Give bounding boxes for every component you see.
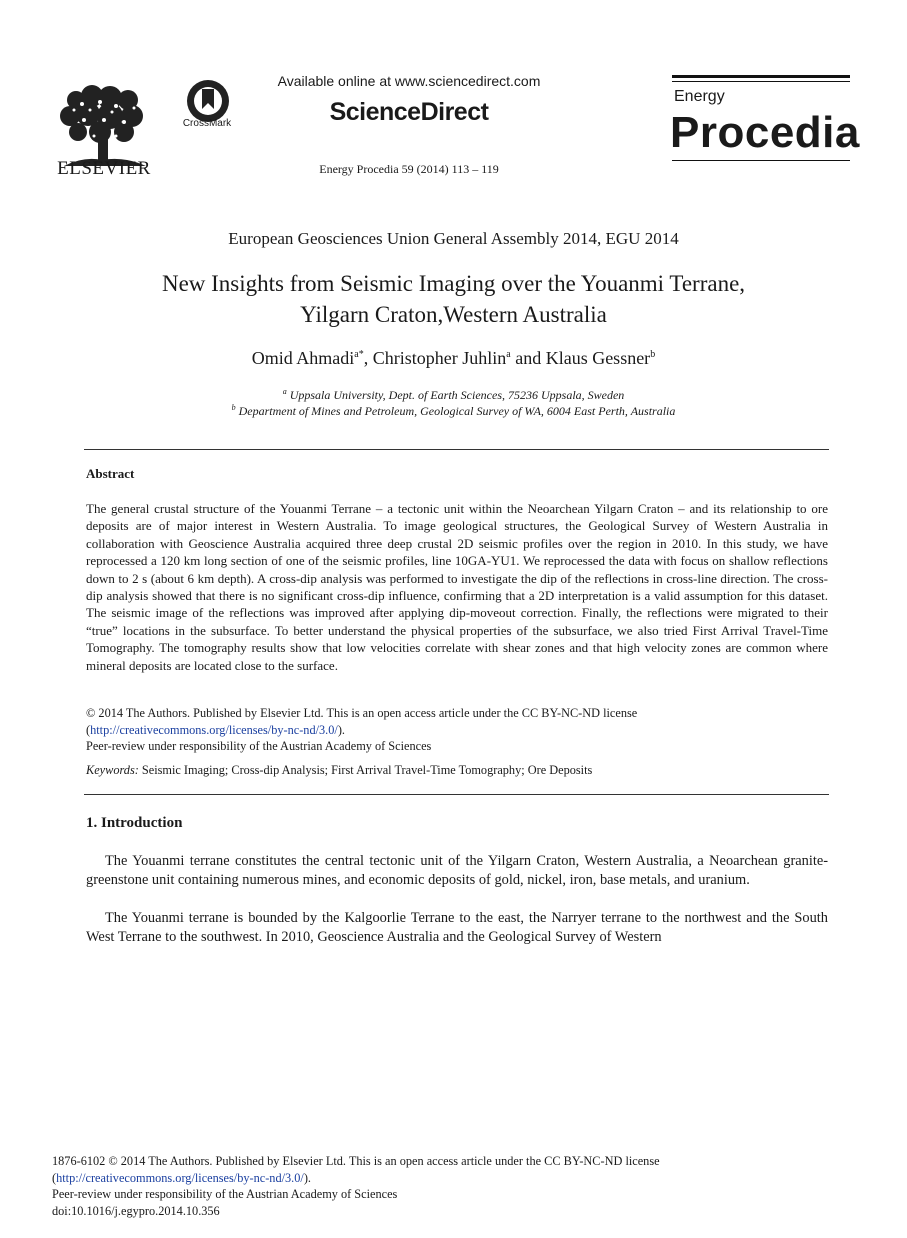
author-name: Klaus Gessner [545, 348, 651, 368]
keywords-label: Keywords: [86, 763, 139, 777]
copyright-line: © 2014 The Authors. Published by Elsevier Ltd. This is an open access article under the CC BY-NC-ND license [86, 706, 638, 720]
available-online-text: Available online at www.sciencedirect.com [277, 73, 541, 89]
body-paragraph: The Youanmi terrane constitutes the central tectonic unit of the Yilgarn Craton, Western Australia, a Neoarchean granite-greenstone unit containing numerous mines, and economic deposits of gold, nickel, iron, base metals, and uranium. [86, 853, 828, 889]
title-line-1: New Insights from Seismic Imaging over the Youanmi Terrane, [161, 271, 746, 296]
author-affiliation-mark: a [506, 349, 511, 360]
journal-name-small: Energy [674, 88, 725, 105]
abstract-body: The general crustal structure of the Youanmi Terrane – a tectonic unit within the Neoarchean Yilgarn Craton – and its relationship to ore deposits are of major interest in Western Australia. To image geological structures, the Geological Survey of Western Australia in collaboration with Geoscience Australia acquired three deep crustal 2D seismic profiles over the region in 2010. In this study, we have reprocessed a 120 km long section of one of the seismic profiles, line 10GA-YU1. We reprocessed the data with focus on shallow reflections down to 2 s (about 6 km depth). A cross-dip analysis was performed to investigate the dip of the reflections in cross-line direction. The cross-dip analysis showed that there is no significant cross-dip influence, confirming that a 2D interpretation is a valid assumption for this dataset. The seismic image of the reflections was improved after applying dip-moveout correction. Finally, the reflections were migrated to their “true” locations in the subsurface. To better understand the physical properties of the subsurface, we also tried First Arrival Travel-Time Tomography. The tomography results show that low velocities correlate with shear zones and that high velocity zones are common where mineral deposits are located close to the surface. [86, 501, 828, 673]
journal-citation: Energy Procedia 59 (2014) 113 – 119 [319, 162, 499, 176]
footer-license-link[interactable]: http://creativecommons.org/licenses/by-nc-nd/3.0/ [56, 1170, 304, 1185]
license-line: (http://creativecommons.org/licenses/by-nc-nd/3.0/). [86, 722, 345, 737]
keywords-text: Seismic Imaging; Cross-dip Analysis; First Arrival Travel-Time Tomography; Ore Deposits [141, 763, 593, 777]
copyright-notice [86, 705, 828, 755]
footer-license-tail: ). [303, 1170, 311, 1185]
author-affiliation-mark: b [650, 349, 656, 360]
affiliation-text: Department of Mines and Petroleum, Geological Survey of WA, 6004 East Perth, Australia [238, 404, 676, 418]
doi-line: doi:10.1016/j.egypro.2014.10.356 [52, 1203, 220, 1218]
journal-rule-bottom [672, 160, 850, 161]
abstract-heading: Abstract [86, 466, 135, 481]
section-divider [84, 794, 829, 795]
license-tail: ). [337, 722, 345, 737]
peer-review-line: Peer-review under responsibility of the Austrian Academy of Sciences [86, 739, 432, 753]
affiliation-text: Uppsala University, Dept. of Earth Sciences, 75236 Uppsala, Sweden [289, 388, 625, 402]
body-paragraph: The Youanmi terrane is bounded by the Kalgoorlie Terrane to the east, the Narryer terrane to the northwest and the South West Terrane to the southwest. In 2010, Geoscience Australia and the Geological Survey of Western [86, 910, 828, 946]
footer-license-line: (http://creativecommons.org/licenses/by-nc-nd/3.0/). [52, 1170, 311, 1185]
keywords-line [86, 763, 828, 778]
author-separator: , [363, 348, 373, 368]
introduction-heading: 1. Introduction [86, 815, 183, 831]
journal-rule-thick [672, 75, 850, 78]
affiliation [0, 387, 907, 403]
author-name: Omid Ahmadi [251, 348, 355, 368]
author-affiliation-mark: a* [354, 349, 364, 360]
affiliation-mark: b [231, 403, 236, 412]
author-list [0, 348, 907, 369]
issn-line: 1876-6102 © 2014 The Authors. Published by Elsevier Ltd. This is an open access article under the CC BY-NC-ND license [52, 1154, 660, 1168]
footer-peer-review: Peer-review under responsibility of the Austrian Academy of Sciences [52, 1187, 398, 1202]
journal-name-large: Procedia [670, 108, 860, 157]
affiliation [0, 403, 907, 419]
affiliation-mark: a [282, 387, 287, 396]
author-separator: and [510, 348, 546, 368]
author-name: Christopher Juhlin [372, 348, 507, 368]
journal-rule-thin [672, 81, 850, 82]
sciencedirect-brand: ScienceDirect [329, 98, 489, 126]
title-line-2: Yilgarn Craton,Western Australia [300, 302, 607, 327]
section-divider [84, 449, 829, 450]
crossmark-label: CrossMark [182, 118, 232, 129]
elsevier-wordmark: ELSEVIER [57, 158, 151, 179]
conference-name: European Geosciences Union General Assembly 2014, EGU 2014 [228, 229, 679, 248]
page-footer [52, 1153, 812, 1219]
article-title [60, 268, 847, 330]
license-link[interactable]: http://creativecommons.org/licenses/by-nc-nd/3.0/ [90, 722, 338, 737]
